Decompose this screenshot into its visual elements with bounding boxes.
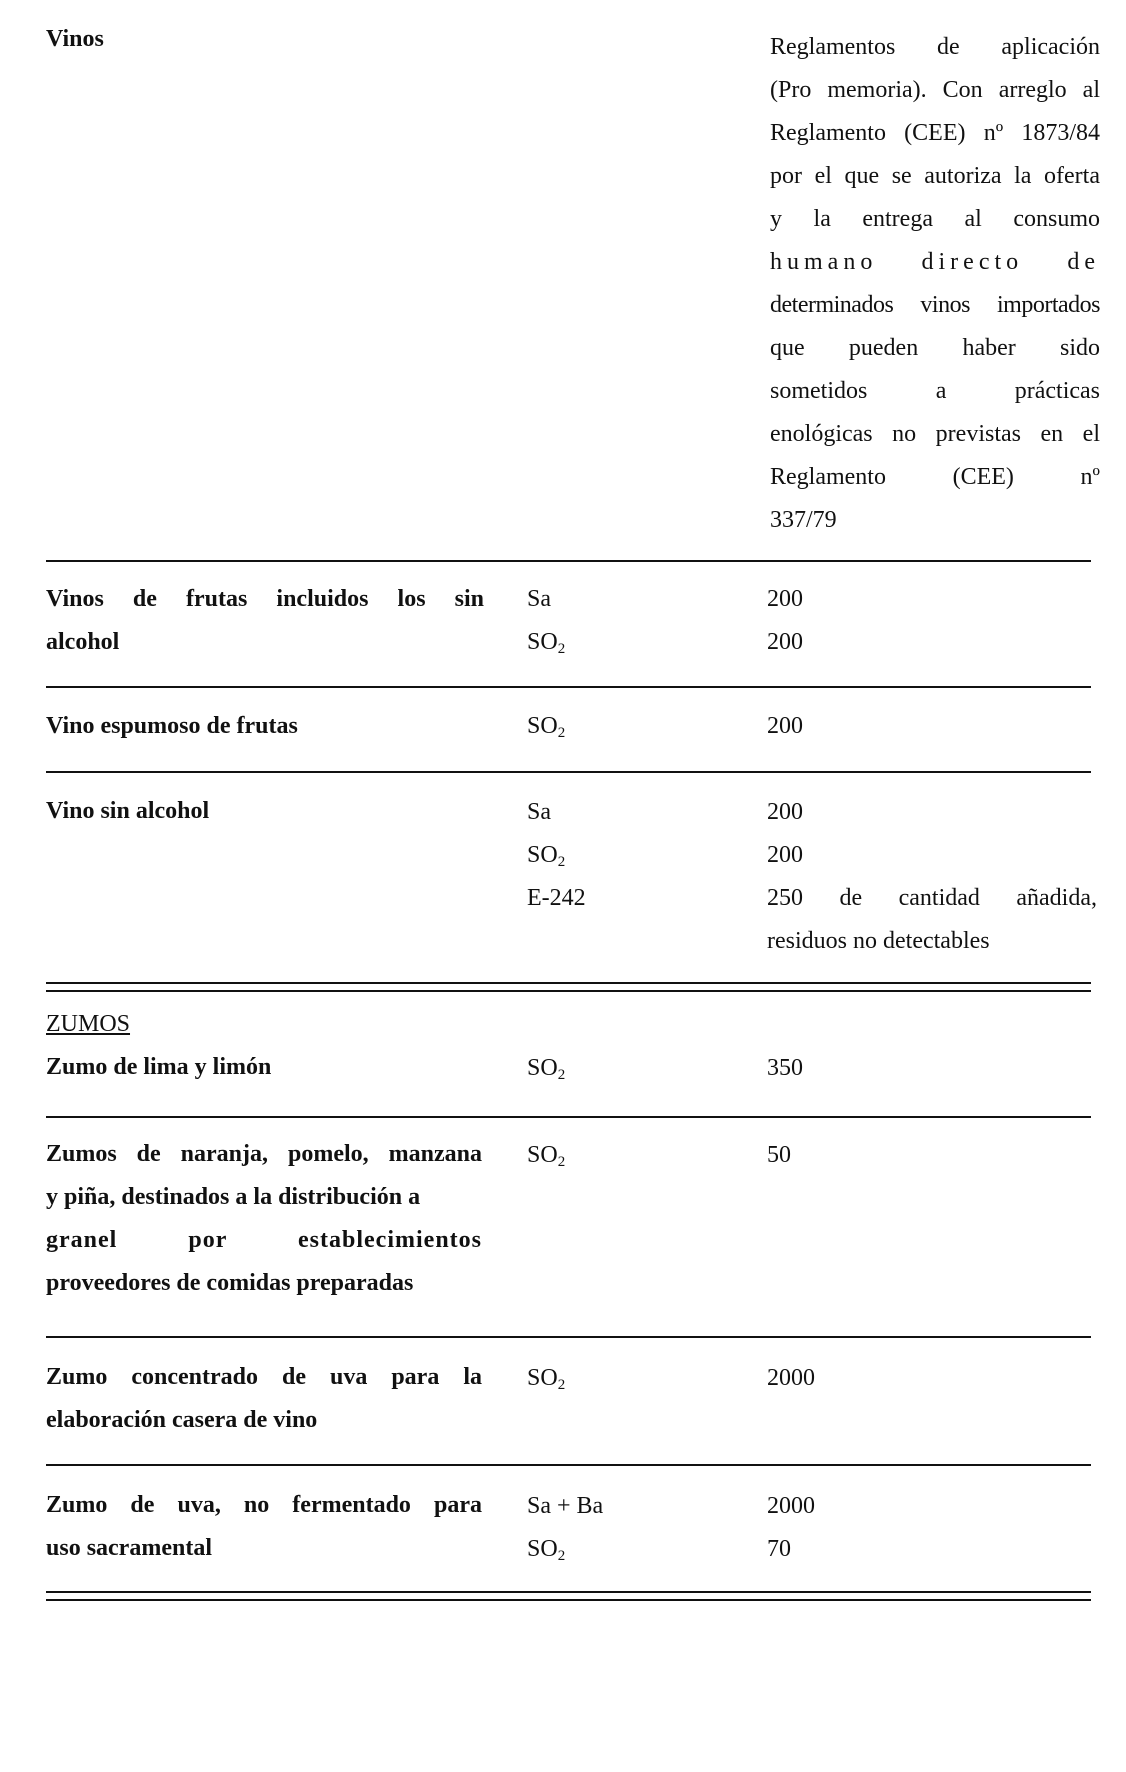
double-divider-top (46, 1591, 1091, 1593)
row-divider (46, 1116, 1091, 1118)
reglamento-line: Reglamento (CEE) nº 1873/84 (770, 120, 1100, 146)
value-cell: 200 (767, 629, 803, 655)
zumos-naranja-line: y piña, destinados a la distribución a (46, 1184, 421, 1210)
double-divider-bottom (46, 1599, 1091, 1601)
reglamento-line: humano directo de (770, 249, 1100, 275)
zumo-uva-concentrado-line: elaboración casera de vino (46, 1407, 318, 1433)
vinos-frutas-label-line2: alcohol (46, 629, 120, 655)
agent-sa: Sa (527, 586, 551, 612)
zumos-naranja-line: proveedores de comidas preparadas (46, 1270, 414, 1296)
vino-espumoso-label: Vino espumoso de frutas (46, 713, 298, 739)
zumo-uva-sacramental-line: Zumo de uva, no fermentado para (46, 1492, 482, 1518)
value-cell: 50 (767, 1142, 791, 1168)
double-divider-bottom (46, 990, 1091, 992)
agent-so2: $SO_2$ (527, 1142, 566, 1170)
agent-so2: $SO_2$ (527, 1055, 566, 1083)
value-cell: 2000 (767, 1493, 815, 1519)
value-cell: 200 (767, 713, 803, 739)
agent-so2: $SO_2$ (527, 1536, 566, 1564)
vinos-label: Vinos (46, 26, 104, 52)
reglamento-line: Reglamento (CEE) nº (770, 464, 1100, 490)
value-cell: 70 (767, 1536, 791, 1562)
agent-e242: E-242 (527, 885, 586, 911)
zumos-heading: ZUMOS (46, 1011, 131, 1037)
value-cell: 250 de cantidad añadida, (767, 885, 1097, 911)
value-cell: 200 (767, 799, 803, 825)
agent-sa-ba: Sa + Ba (527, 1493, 604, 1519)
agent-so2: $SO_2$ (527, 1365, 566, 1393)
vino-sin-alcohol-label: Vino sin alcohol (46, 798, 210, 824)
reglamento-line: enológicas no previstas en el (770, 421, 1100, 447)
row-divider (46, 1464, 1091, 1466)
reglamento-line: sometidos a prácticas (770, 378, 1100, 404)
double-divider-top (46, 982, 1091, 984)
agent-so2: $SO_2$ (527, 713, 566, 741)
reglamento-line: y la entrega al consumo (770, 206, 1100, 232)
row-divider (46, 771, 1091, 773)
reglamento-line: Reglamentos de aplicación (770, 34, 1100, 60)
reglamento-line: por el que se autoriza la oferta (770, 163, 1100, 189)
zumos-naranja-line: granel por establecimientos (46, 1227, 482, 1253)
reglamento-line: 337/79 (770, 507, 837, 533)
zumos-naranja-line: Zumos de naranja, pomelo, manzana (46, 1141, 482, 1167)
vinos-frutas-label-line1: Vinos de frutas incluidos los sin (46, 586, 484, 612)
zumo-uva-concentrado-line: Zumo concentrado de uva para la (46, 1364, 482, 1390)
reglamento-line: que pueden haber sido (770, 335, 1100, 361)
zumo-lima-label: Zumo de lima y limón (46, 1054, 272, 1080)
row-divider (46, 686, 1091, 688)
agent-so2: $SO_2$ (527, 629, 566, 657)
value-cell: 350 (767, 1055, 803, 1081)
agent-so2: $SO_2$ (527, 842, 566, 870)
value-cell: 2000 (767, 1365, 815, 1391)
value-cell: 200 (767, 586, 803, 612)
reglamento-line: determinados vinos importados (770, 292, 1100, 318)
row-divider (46, 1336, 1091, 1338)
zumo-uva-sacramental-line: uso sacramental (46, 1535, 212, 1561)
value-cell-continued: residuos no detectables (767, 928, 990, 954)
reglamento-line: (Pro memoria). Con arreglo al (770, 77, 1100, 103)
agent-sa: Sa (527, 799, 551, 825)
row-divider (46, 560, 1091, 562)
value-cell: 200 (767, 842, 803, 868)
